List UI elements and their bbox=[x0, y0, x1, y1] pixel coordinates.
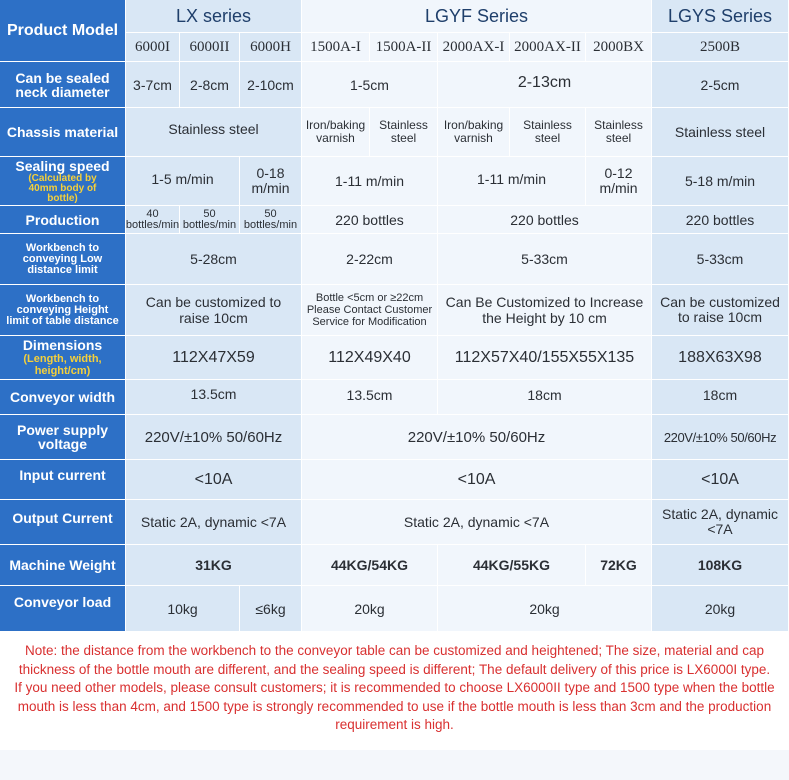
low-limit-label: Workbench to conveying Low distance limit bbox=[0, 234, 126, 285]
dimensions-title: Dimensions bbox=[22, 337, 103, 353]
speed-1500: 1-11 m/min bbox=[302, 157, 438, 206]
conveyor-load-label: Conveyor load bbox=[0, 586, 126, 632]
dimensions-1500: 112X49X40 bbox=[302, 336, 438, 380]
neck-6000h: 2-10cm bbox=[240, 62, 302, 108]
output-lgys: Static 2A, dynamic <7A bbox=[652, 500, 789, 545]
speed-2000bx: 0-12 m/min bbox=[586, 157, 652, 206]
load-6000i-ii: 10kg bbox=[126, 586, 240, 632]
model-6000h: 6000H bbox=[240, 33, 302, 62]
conveyor-width-lx: 13.5cm bbox=[126, 380, 302, 415]
low-limit-2000: 5-33cm bbox=[438, 234, 652, 285]
low-limit-lx: 5-28cm bbox=[126, 234, 302, 285]
chassis-1500a-i: Iron/baking varnish bbox=[302, 108, 370, 157]
machine-weight-label: Machine Weight bbox=[0, 545, 126, 586]
model-2000ax-i: 2000AX-I bbox=[438, 33, 510, 62]
chassis-1500a-ii: Stainless steel bbox=[370, 108, 438, 157]
chassis-lx: Stainless steel bbox=[126, 108, 302, 157]
model-6000i: 6000I bbox=[126, 33, 180, 62]
neck-diameter-label: Can be sealed neck diameter bbox=[0, 62, 126, 108]
output-lgyf: Static 2A, dynamic <7A bbox=[302, 500, 652, 545]
power-supply-label: Power supply voltage bbox=[0, 415, 126, 460]
lgyf-series-header: LGYF Series bbox=[302, 0, 652, 33]
power-lgys: 220V/±10% 50/60Hz bbox=[652, 415, 789, 460]
production-2500b: 220 bottles bbox=[652, 206, 789, 234]
dimensions-lx: 112X47X59 bbox=[126, 336, 302, 380]
sealing-speed-title: Sealing speed bbox=[15, 157, 110, 174]
chassis-2000bx: Stainless steel bbox=[586, 108, 652, 157]
production-6000h: 50 bottles/min bbox=[240, 206, 302, 234]
weight-lx: 31KG bbox=[126, 545, 302, 586]
weight-2500b: 108KG bbox=[652, 545, 789, 586]
input-lgyf: <10A bbox=[302, 460, 652, 500]
load-1500: 20kg bbox=[302, 586, 438, 632]
power-lx: 220V/±10% 50/60Hz bbox=[126, 415, 302, 460]
chassis-label: Chassis material bbox=[0, 108, 126, 157]
height-limit-1500: Bottle <5cm or ≥22cm Please Contact Customer Service for Modification bbox=[302, 285, 438, 336]
model-2500b: 2500B bbox=[652, 33, 789, 62]
low-limit-2500b: 5-33cm bbox=[652, 234, 789, 285]
load-2500b: 20kg bbox=[652, 586, 789, 632]
height-limit-label: Workbench to conveying Height limit of table distance bbox=[0, 285, 126, 336]
dimensions-subtitle: (Length, width, height/cm) bbox=[23, 353, 102, 377]
power-lgyf: 220V/±10% 50/60Hz bbox=[302, 415, 652, 460]
weight-1500: 44KG/54KG bbox=[302, 545, 438, 586]
chassis-2500b: Stainless steel bbox=[652, 108, 789, 157]
input-current-label: Input current bbox=[0, 460, 126, 500]
neck-6000i: 3-7cm bbox=[126, 62, 180, 108]
height-limit-2000: Can Be Customized to Increase the Height by 10 cm bbox=[438, 285, 652, 336]
input-lgys: <10A bbox=[652, 460, 789, 500]
neck-2000: 2-13cm bbox=[438, 62, 652, 108]
height-limit-2500b: Can be customized to raise 10cm bbox=[652, 285, 789, 336]
model-6000ii: 6000II bbox=[180, 33, 240, 62]
height-limit-lx: Can be customized to raise 10cm bbox=[126, 285, 302, 336]
conveyor-width-2500b: 18cm bbox=[652, 380, 789, 415]
input-lx: <10A bbox=[126, 460, 302, 500]
model-2000bx: 2000BX bbox=[586, 33, 652, 62]
production-6000ii: 50 bottles/min bbox=[180, 206, 240, 234]
production-1500: 220 bottles bbox=[302, 206, 438, 234]
neck-6000ii: 2-8cm bbox=[180, 62, 240, 108]
model-2000ax-ii: 2000AX-II bbox=[510, 33, 586, 62]
output-current-label: Output Current bbox=[0, 500, 126, 545]
model-1500a-ii: 1500A-II bbox=[370, 33, 438, 62]
lx-series-header: LX series bbox=[126, 0, 302, 33]
neck-2500b: 2-5cm bbox=[652, 62, 789, 108]
load-6000h: ≤6kg bbox=[240, 586, 302, 632]
speed-2500b: 5-18 m/min bbox=[652, 157, 789, 206]
footnote: Note: the distance from the workbench to the conveyor table can be customized and heightened; The size, material and cap thickness of the bottle mouth are different, and the sealing speed is different; The default delivery of this price is LX6000I type. If you need other models, please consult customers; it is recommended to choose LX6000II type and 1500 type when the bottle mouth is less than 4cm, and 1500 type is strongly recommended to use if the bottle mouth is less than 3cm and the production requirement is high. bbox=[0, 632, 789, 750]
production-2000: 220 bottles bbox=[438, 206, 652, 234]
weight-2000ax: 44KG/55KG bbox=[438, 545, 586, 586]
speed-2000ax: 1-11 m/min bbox=[438, 157, 586, 206]
sealing-speed-subtitle: (Calculated by 40mm body of bottle) bbox=[28, 172, 97, 204]
chassis-2000ax-i: Iron/baking varnish bbox=[438, 108, 510, 157]
conveyor-width-2000: 18cm bbox=[438, 380, 652, 415]
dimensions-label bbox=[0, 336, 126, 380]
lgys-series-header: LGYS Series bbox=[652, 0, 789, 33]
production-label: Production bbox=[0, 206, 126, 234]
production-6000i: 40 bottles/min bbox=[126, 206, 180, 234]
neck-1500: 1-5cm bbox=[302, 62, 438, 108]
speed-6000h: 0-18 m/min bbox=[240, 157, 302, 206]
model-1500a-i: 1500A-I bbox=[302, 33, 370, 62]
conveyor-width-1500: 13.5cm bbox=[302, 380, 438, 415]
weight-2000bx: 72KG bbox=[586, 545, 652, 586]
chassis-2000ax-ii: Stainless steel bbox=[510, 108, 586, 157]
product-model-header: Product Model bbox=[0, 0, 126, 62]
load-2000: 20kg bbox=[438, 586, 652, 632]
dimensions-2500b: 188X63X98 bbox=[652, 336, 789, 380]
sealing-speed-label bbox=[0, 157, 126, 206]
conveyor-width-label: Conveyor width bbox=[0, 380, 126, 415]
output-lx: Static 2A, dynamic <7A bbox=[126, 500, 302, 545]
speed-6000i-ii: 1-5 m/min bbox=[126, 157, 240, 206]
low-limit-1500: 2-22cm bbox=[302, 234, 438, 285]
dimensions-2000: 112X57X40/155X55X135 bbox=[438, 336, 652, 380]
